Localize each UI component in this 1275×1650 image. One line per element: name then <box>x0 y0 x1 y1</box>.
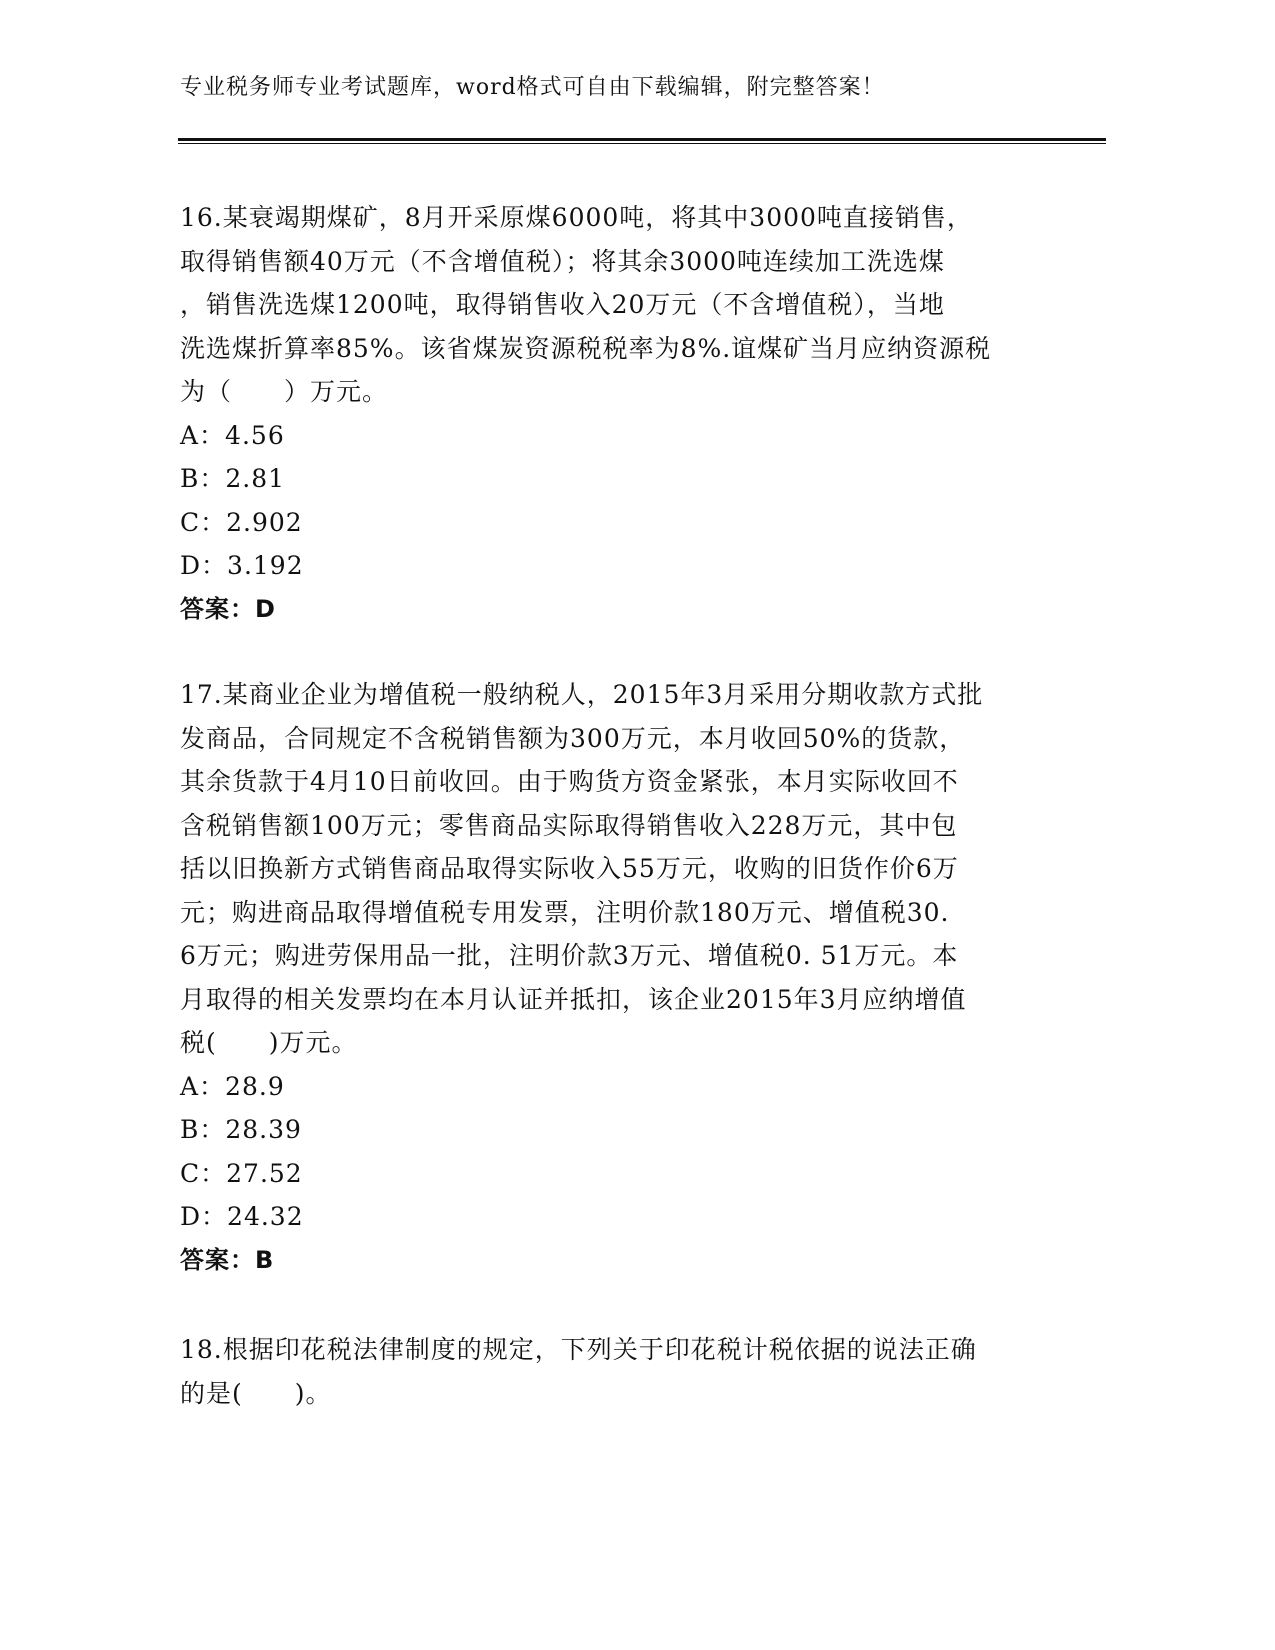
option-d: D：3.192 <box>180 551 304 580</box>
question-text-line: 16.某衰竭期煤矿，8月开采原煤6000吨，将其中3000吨直接销售， <box>180 203 973 232</box>
question-text-line: 洗选煤折算率85%。该省煤炭资源税税率为8%.谊煤矿当月应纳资源税 <box>180 333 992 363</box>
option-a: A：4.56 <box>180 420 285 450</box>
question-text-line: 的是( )。 <box>180 1378 332 1408</box>
question-text-line: ，销售洗选煤1200吨，取得销售收入20万元（不含增值税），当地 <box>180 290 945 319</box>
header-rule-thin <box>178 143 1106 144</box>
question-text-line: 17.某商业企业为增值税一般纳税人，2015年3月采用分期收款方式批 <box>180 680 984 709</box>
question-text-line: 6万元；购进劳保用品一批，注明价款3万元、增值税0. 51万元。本 <box>180 941 959 970</box>
option-d: D：24.32 <box>180 1202 304 1231</box>
answer-label: 答案：D <box>180 594 276 623</box>
option-b: B：28.39 <box>180 1115 302 1144</box>
option-b: B：2.81 <box>180 464 286 493</box>
question-text-line: 月取得的相关发票均在本月认证并抵扣，该企业2015年3月应纳增值 <box>180 984 967 1014</box>
question-17 <box>180 673 1040 1282</box>
option-a: A：28.9 <box>180 1071 285 1101</box>
question-text-line: 税( )万元。 <box>180 1028 358 1057</box>
question-text-line: 取得销售额40万元（不含增值税）；将其余3000吨连续加工洗选煤 <box>180 246 945 276</box>
question-text-line: 18.根据印花税法律制度的规定，下列关于印花税计税依据的说法正确 <box>180 1335 977 1364</box>
question-text-line: 元；购进商品取得增值税专用发票，注明价款180万元、增值税30. <box>180 897 950 927</box>
question-text-line: 含税销售额100万元；零售商品实际取得销售收入228万元，其中包 <box>180 810 958 840</box>
question-text-line: 为（ ）万元。 <box>180 377 389 406</box>
option-c: C：27.52 <box>180 1158 303 1188</box>
question-18 <box>180 1328 1040 1415</box>
answer-label: 答案：B <box>180 1245 275 1274</box>
question-text-line: 发商品，合同规定不含税销售额为300万元，本月收回50%的货款， <box>180 723 966 753</box>
question-text-line: 其余货款于4月10日前收回。由于购货方资金紧张，本月实际收回不 <box>180 767 959 796</box>
header-rule-thick <box>178 138 1106 141</box>
question-16 <box>180 196 1040 631</box>
page-header: 专业税务师专业考试题库，word格式可自由下载编辑，附完整答案！ <box>180 75 885 100</box>
question-text-line: 括以旧换新方式销售商品取得实际收入55万元，收购的旧货作价6万 <box>180 854 959 883</box>
option-c: C：2.902 <box>180 507 303 537</box>
